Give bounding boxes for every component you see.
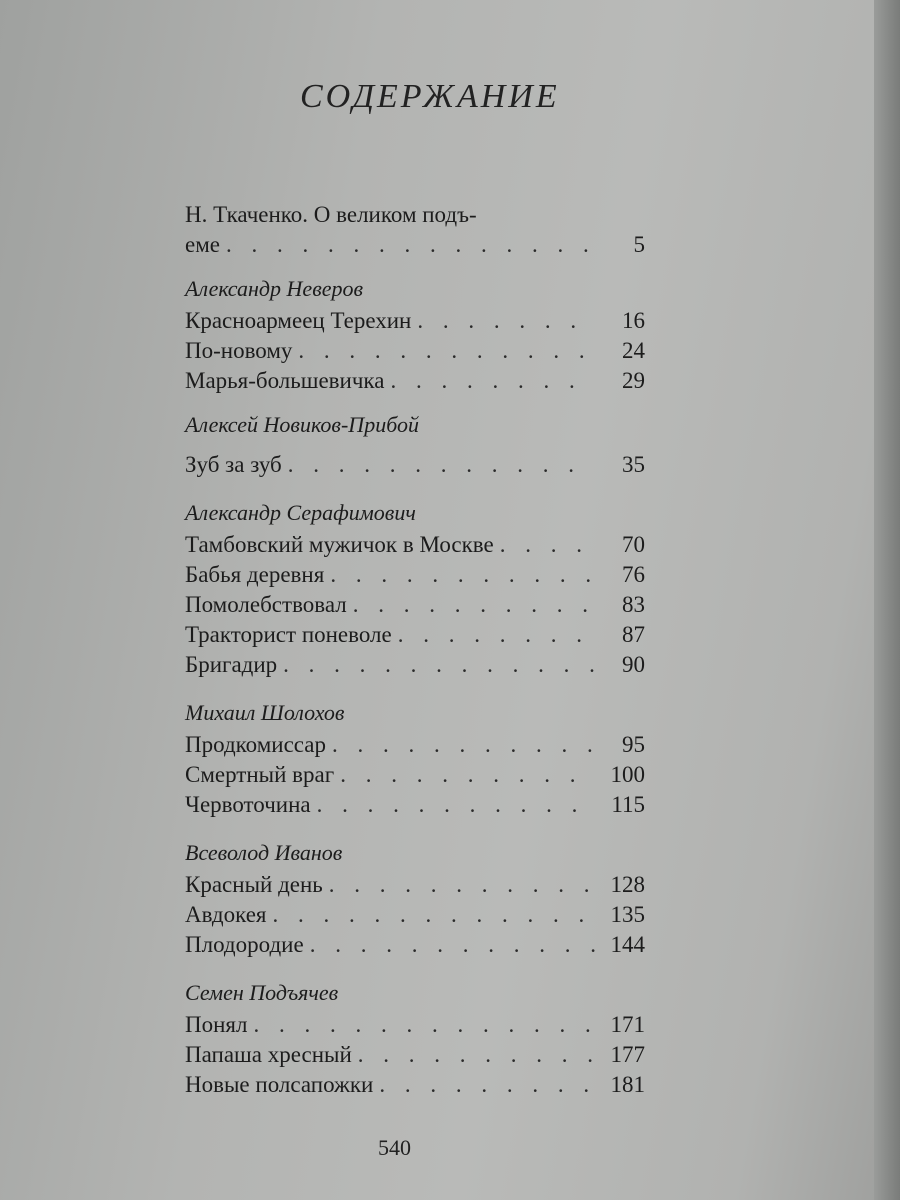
toc-entry-label: Помолебствовал: [185, 592, 347, 617]
toc-entry-label: Продкомиссар: [185, 732, 326, 757]
page-title: СОДЕРЖАНИЕ: [300, 78, 560, 115]
toc-entry-page: 24: [622, 338, 645, 363]
leader-dots: [310, 930, 595, 960]
toc-author: Александр Неверов: [185, 276, 364, 301]
leader-dots: [329, 870, 595, 900]
toc-entry: [185, 336, 645, 366]
toc-entry: [185, 900, 645, 930]
toc-entry-page: 128: [610, 872, 645, 897]
toc-entry: [185, 930, 645, 960]
leader-dots: [273, 900, 596, 930]
toc-author: Алексей Новиков-Прибой: [185, 412, 419, 437]
toc-entry-label: Марья-большевичка: [185, 368, 385, 393]
page-edge: [874, 0, 900, 1200]
toc-entry: [185, 760, 645, 790]
toc-entry-label: Бабья деревня: [185, 562, 325, 587]
toc-entry-page: 29: [622, 368, 645, 393]
toc-entry-page: 181: [610, 1072, 645, 1097]
toc-author: Семен Подъячев: [185, 980, 339, 1005]
toc-entry-page: 95: [622, 732, 645, 757]
toc-entry: [185, 1070, 645, 1100]
toc-entry-page: 144: [610, 932, 645, 957]
leader-dots: [379, 1070, 595, 1100]
toc-entry-page: 5: [633, 232, 645, 257]
toc-entry-label: Новые полсапожки: [185, 1072, 374, 1097]
toc-entry: [185, 650, 645, 680]
toc-entry: [185, 306, 645, 336]
toc-entry-page: 90: [622, 652, 645, 677]
leader-dots: [253, 1010, 595, 1040]
toc-entry-page: 70: [622, 532, 645, 557]
leader-dots: [226, 230, 595, 260]
leader-dots: [398, 620, 595, 650]
toc-entry: [185, 1040, 645, 1070]
toc-entry: [185, 590, 645, 620]
toc-entry-page: 76: [622, 562, 645, 587]
toc-entry: [185, 230, 645, 260]
toc-intro-line1: Н. Ткаченко. О великом подъ-: [185, 202, 477, 227]
toc-entry-label: еме: [185, 232, 220, 257]
leader-dots: [288, 450, 595, 480]
leader-dots: [332, 730, 595, 760]
toc-entry-page: 115: [611, 792, 645, 817]
toc-entry-label: Папаша хресный: [185, 1042, 352, 1067]
toc-entry-label: Авдокея: [185, 902, 267, 927]
leader-dots: [317, 790, 595, 820]
toc-entry-label: По-новому: [185, 338, 293, 363]
leader-dots: [390, 366, 595, 396]
toc-entry: [185, 790, 645, 820]
toc-entry: [185, 450, 645, 480]
toc-entry-page: 35: [622, 452, 645, 477]
toc-author: Всеволод Иванов: [185, 840, 343, 865]
toc-entry-page: 171: [610, 1012, 645, 1037]
toc-entry-page: 83: [622, 592, 645, 617]
leader-dots: [500, 530, 595, 560]
toc-entry-label: Плодородие: [185, 932, 304, 957]
toc-entry: [185, 1010, 645, 1040]
toc-entry-label: Понял: [185, 1012, 248, 1037]
toc-entry-label: Червоточина: [185, 792, 311, 817]
toc-entry-page: 16: [622, 308, 645, 333]
toc-entry-page: 135: [610, 902, 645, 927]
leader-dots: [298, 336, 595, 366]
toc-entry: [185, 730, 645, 760]
leader-dots: [358, 1040, 595, 1070]
page-number: 540: [378, 1135, 411, 1160]
toc-author: Александр Серафимович: [185, 500, 416, 525]
toc-author: Михаил Шолохов: [185, 700, 345, 725]
leader-dots: [417, 306, 595, 336]
toc-entry-label: Смертный враг: [185, 762, 335, 787]
leader-dots: [353, 590, 595, 620]
toc-entry: [185, 870, 645, 900]
table-of-contents: [185, 200, 645, 1100]
leader-dots: [330, 560, 595, 590]
toc-entry: [185, 530, 645, 560]
leader-dots: [340, 760, 595, 790]
leader-dots: [283, 650, 595, 680]
toc-entry-page: 100: [610, 762, 645, 787]
toc-entry: [185, 620, 645, 650]
toc-entry: [185, 560, 645, 590]
toc-entry-label: Красный день: [185, 872, 323, 897]
toc-entry-page: 177: [610, 1042, 645, 1067]
toc-entry-page: 87: [622, 622, 645, 647]
toc-entry-label: Тамбовский мужичок в Москве: [185, 532, 494, 557]
toc-entry-label: Бригадир: [185, 652, 278, 677]
toc-entry: [185, 366, 645, 396]
toc-entry-label: Тракторист поневоле: [185, 622, 392, 647]
toc-entry-label: Красноармеец Терехин: [185, 308, 412, 333]
toc-entry-label: Зуб за зуб: [185, 452, 282, 477]
